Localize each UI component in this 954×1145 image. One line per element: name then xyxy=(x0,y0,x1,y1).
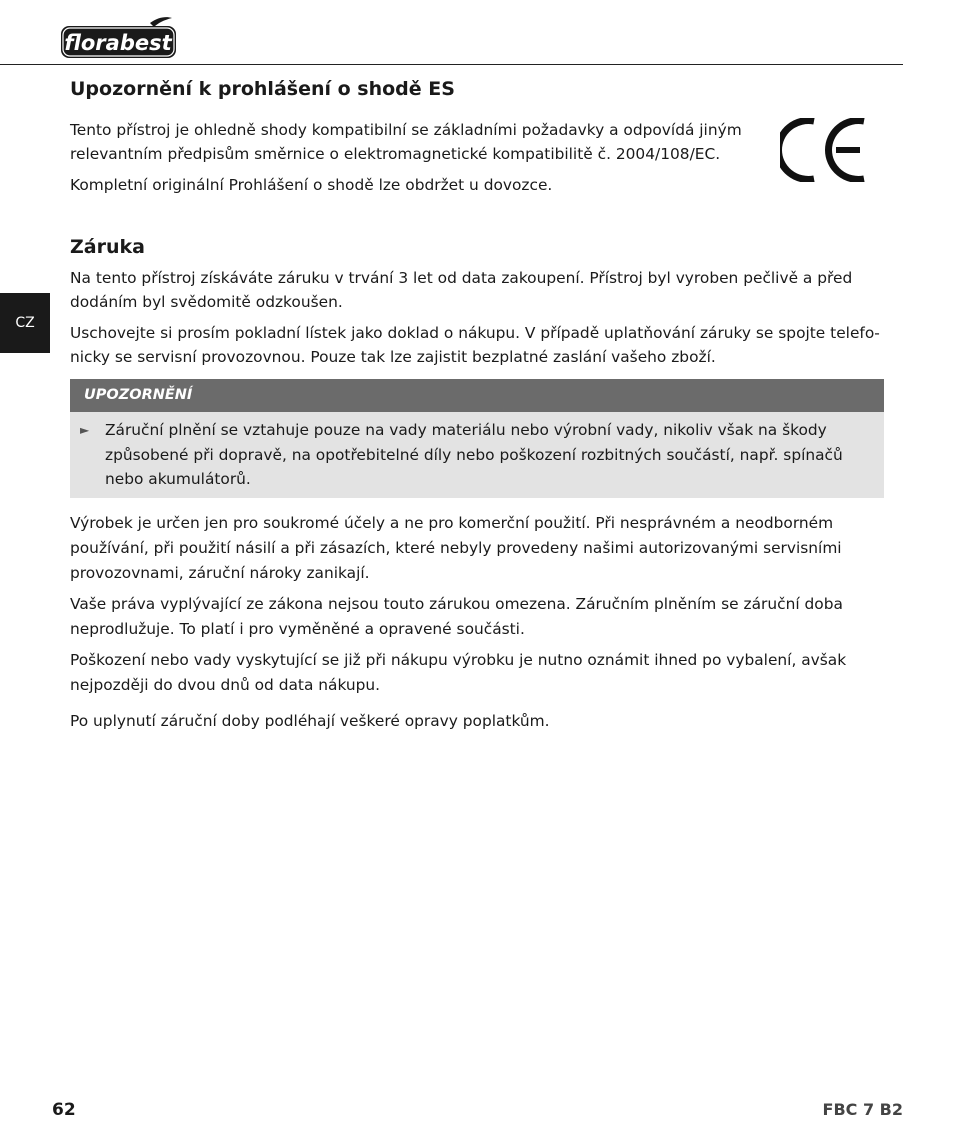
section-title-ce: Upozornění k prohlášení o shodě ES xyxy=(70,78,455,100)
page-content xyxy=(70,74,884,734)
section-title-warranty: Záruka xyxy=(70,236,145,258)
notice-body xyxy=(70,412,884,498)
warranty-paragraph-1: Na tento přístroj získáváte záruku v trvání 3 let od data zakoupení. Přístroj byl vyroben pečlivě a před dodáním byl svědomitě odzkoušen. xyxy=(70,269,853,311)
notice-heading: UPOZORNĚNÍ xyxy=(70,379,884,412)
terms-paragraph-4: Po uplynutí záruční doby podléhají veškeré opravy poplatkům. xyxy=(70,711,550,730)
terms-paragraph-3: Poškození nebo vady vyskytující se již při nákupu výrobku je nutno oznámit ihned po vybalení, avšak nejpozději do dvou dnů od data nákupu. xyxy=(70,650,847,694)
logo-text: florabest xyxy=(64,31,172,55)
terms-paragraph-2: Vaše práva vyplývající ze zákona nejsou touto zárukou omezena. Záručním plněním se záruční doba neprodlužuje. To platí i pro vyměněné a opravené součásti. xyxy=(70,594,843,638)
florabest-logo xyxy=(60,15,178,60)
header-divider xyxy=(0,64,903,65)
ce-paragraph-2: Kompletní originální Prohlášení o shodě lze obdržet u dovozce. xyxy=(70,176,553,194)
notice-box xyxy=(70,379,884,498)
language-tab-label: CZ xyxy=(15,315,35,331)
warranty-terms xyxy=(70,511,884,734)
ce-mark-icon xyxy=(780,118,868,182)
model-code: FBC 7 B2 xyxy=(822,1100,903,1119)
ce-text-block xyxy=(70,118,760,197)
page-number: 62 xyxy=(52,1100,76,1120)
notice-text: Záruční plnění se vztahuje pouze na vady materiálu nebo výrobní vady, nikoliv však na škody způsobené při dopravě, na opotřebitelné díly nebo poškození rozbitných součástí, např. spínačů nebo akumulátorů. xyxy=(105,421,843,488)
language-tab xyxy=(0,293,50,353)
triangle-bullet-icon: ► xyxy=(80,423,90,437)
ce-paragraph-1: Tento přístroj je ohledně shody kompatibilní se základními požadavky a odpovídá jiným relevantním předpisům směrnice o elektromagnetické kompatibilitě č. 2004/108/EC. xyxy=(70,121,742,163)
terms-paragraph-1: Výrobek je určen jen pro soukromé účely a ne pro komerční použití. Při nesprávném a neodborném používání, při použití násilí a při zásazích, které nebyly provedeny našimi autorizovanými servisními provozovnami, záruční nároky zanikají. xyxy=(70,513,842,582)
warranty-paragraph-2: Uschovejte si prosím pokladní lístek jako doklad o nákupu. V případě uplatňování záruky se spojte telefonicky se servisní provozovnou. Pouze tak lze zajistit bezplatné zaslání vašeho zboží. xyxy=(70,324,880,366)
